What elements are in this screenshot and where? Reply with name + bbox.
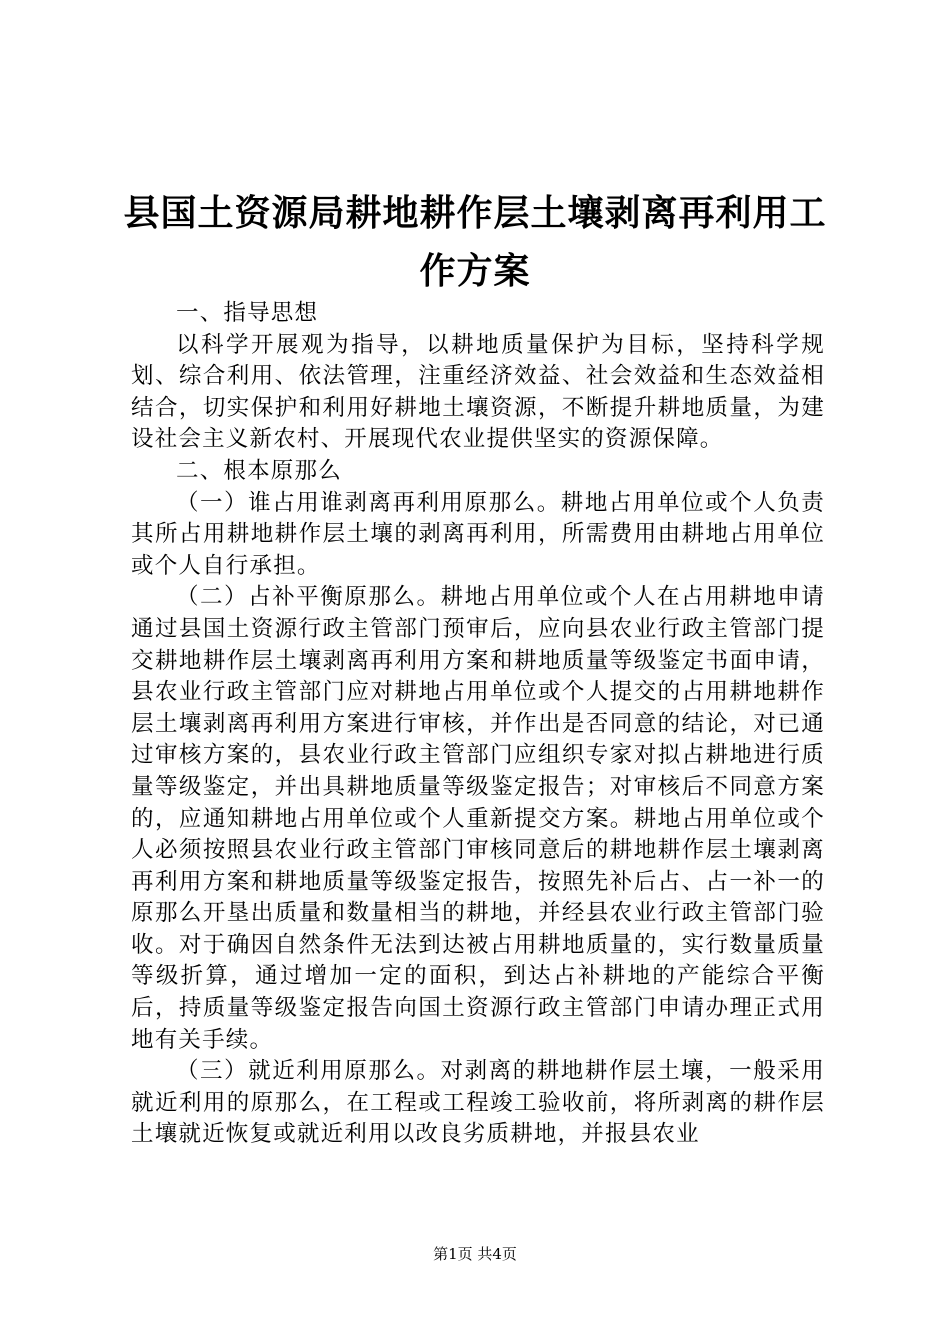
document-title: 县国土资源局耕地耕作层土壤剥离再利用工作方案 bbox=[123, 193, 827, 292]
paragraph-principle-1: （一）谁占用谁剥离再利用原那么。耕地占用单位或个人负责其所占用耕地耕作层土壤的剥离再利用，所需费用由耕地占用单位或个人自行承担。 bbox=[131, 489, 825, 579]
section-heading-basic-principles: 二、根本原那么 bbox=[176, 457, 342, 484]
document-body bbox=[131, 298, 825, 1151]
paragraph-principle-2: （二）占补平衡原那么。耕地占用单位或个人在占用耕地申请通过县国土资源行政主管部门预审后，应向县农业行政主管部门提交耕地耕作层土壤剥离再利用方案和耕地质量等级鉴定书面申请，县农业行政主管部门应对耕地占用单位或个人提交的占用耕地耕作层土壤剥离再利用方案进行审核，并作出是否同意的结论，对已通过审核方案的，县农业行政主管部门应组织专家对拟占耕地进行质量等级鉴定，并出具耕地质量等级鉴定报告；对审核后不同意方案的，应通知耕地占用单位或个人重新提交方案。耕地占用单位或个人必须按照县农业行政主管部门审核同意后的耕地耕作层土壤剥离再利用方案和耕地质量等级鉴定报告，按照先补后占、占一补一的原那么开垦出质量和数量相当的耕地，并经县农业行政主管部门验收。对于确因自然条件无法到达被占用耕地质量的，实行数量质量等级折算，通过增加一定的面积，到达占补耕地的产能综合平衡后，持质量等级鉴定报告向国土资源行政主管部门申请办理正式用地有关手续。 bbox=[131, 584, 825, 1053]
section-heading-guiding-ideology: 一、指导思想 bbox=[176, 300, 319, 326]
page-number-footer: 第1页 共4页 bbox=[433, 1245, 517, 1263]
paragraph-guiding-ideology: 以科学开展观为指导，以耕地质量保护为目标，坚持科学规划、综合利用、依法管理，注重经济效益、社会效益和生态效益相结合，切实保护和利用好耕地土壤资源，不断提升耕地质量，为建设社会主义新农村、开展现代农业提供坚实的资源保障。 bbox=[131, 331, 825, 453]
paragraph-principle-3: （三）就近利用原那么。对剥离的耕地耕作层土壤，一般采用就近利用的原那么，在工程或工程竣工验收前，将所剥离的耕作层土壤就近恢复或就近利用以改良劣质耕地，并报县农业 bbox=[131, 1058, 825, 1148]
